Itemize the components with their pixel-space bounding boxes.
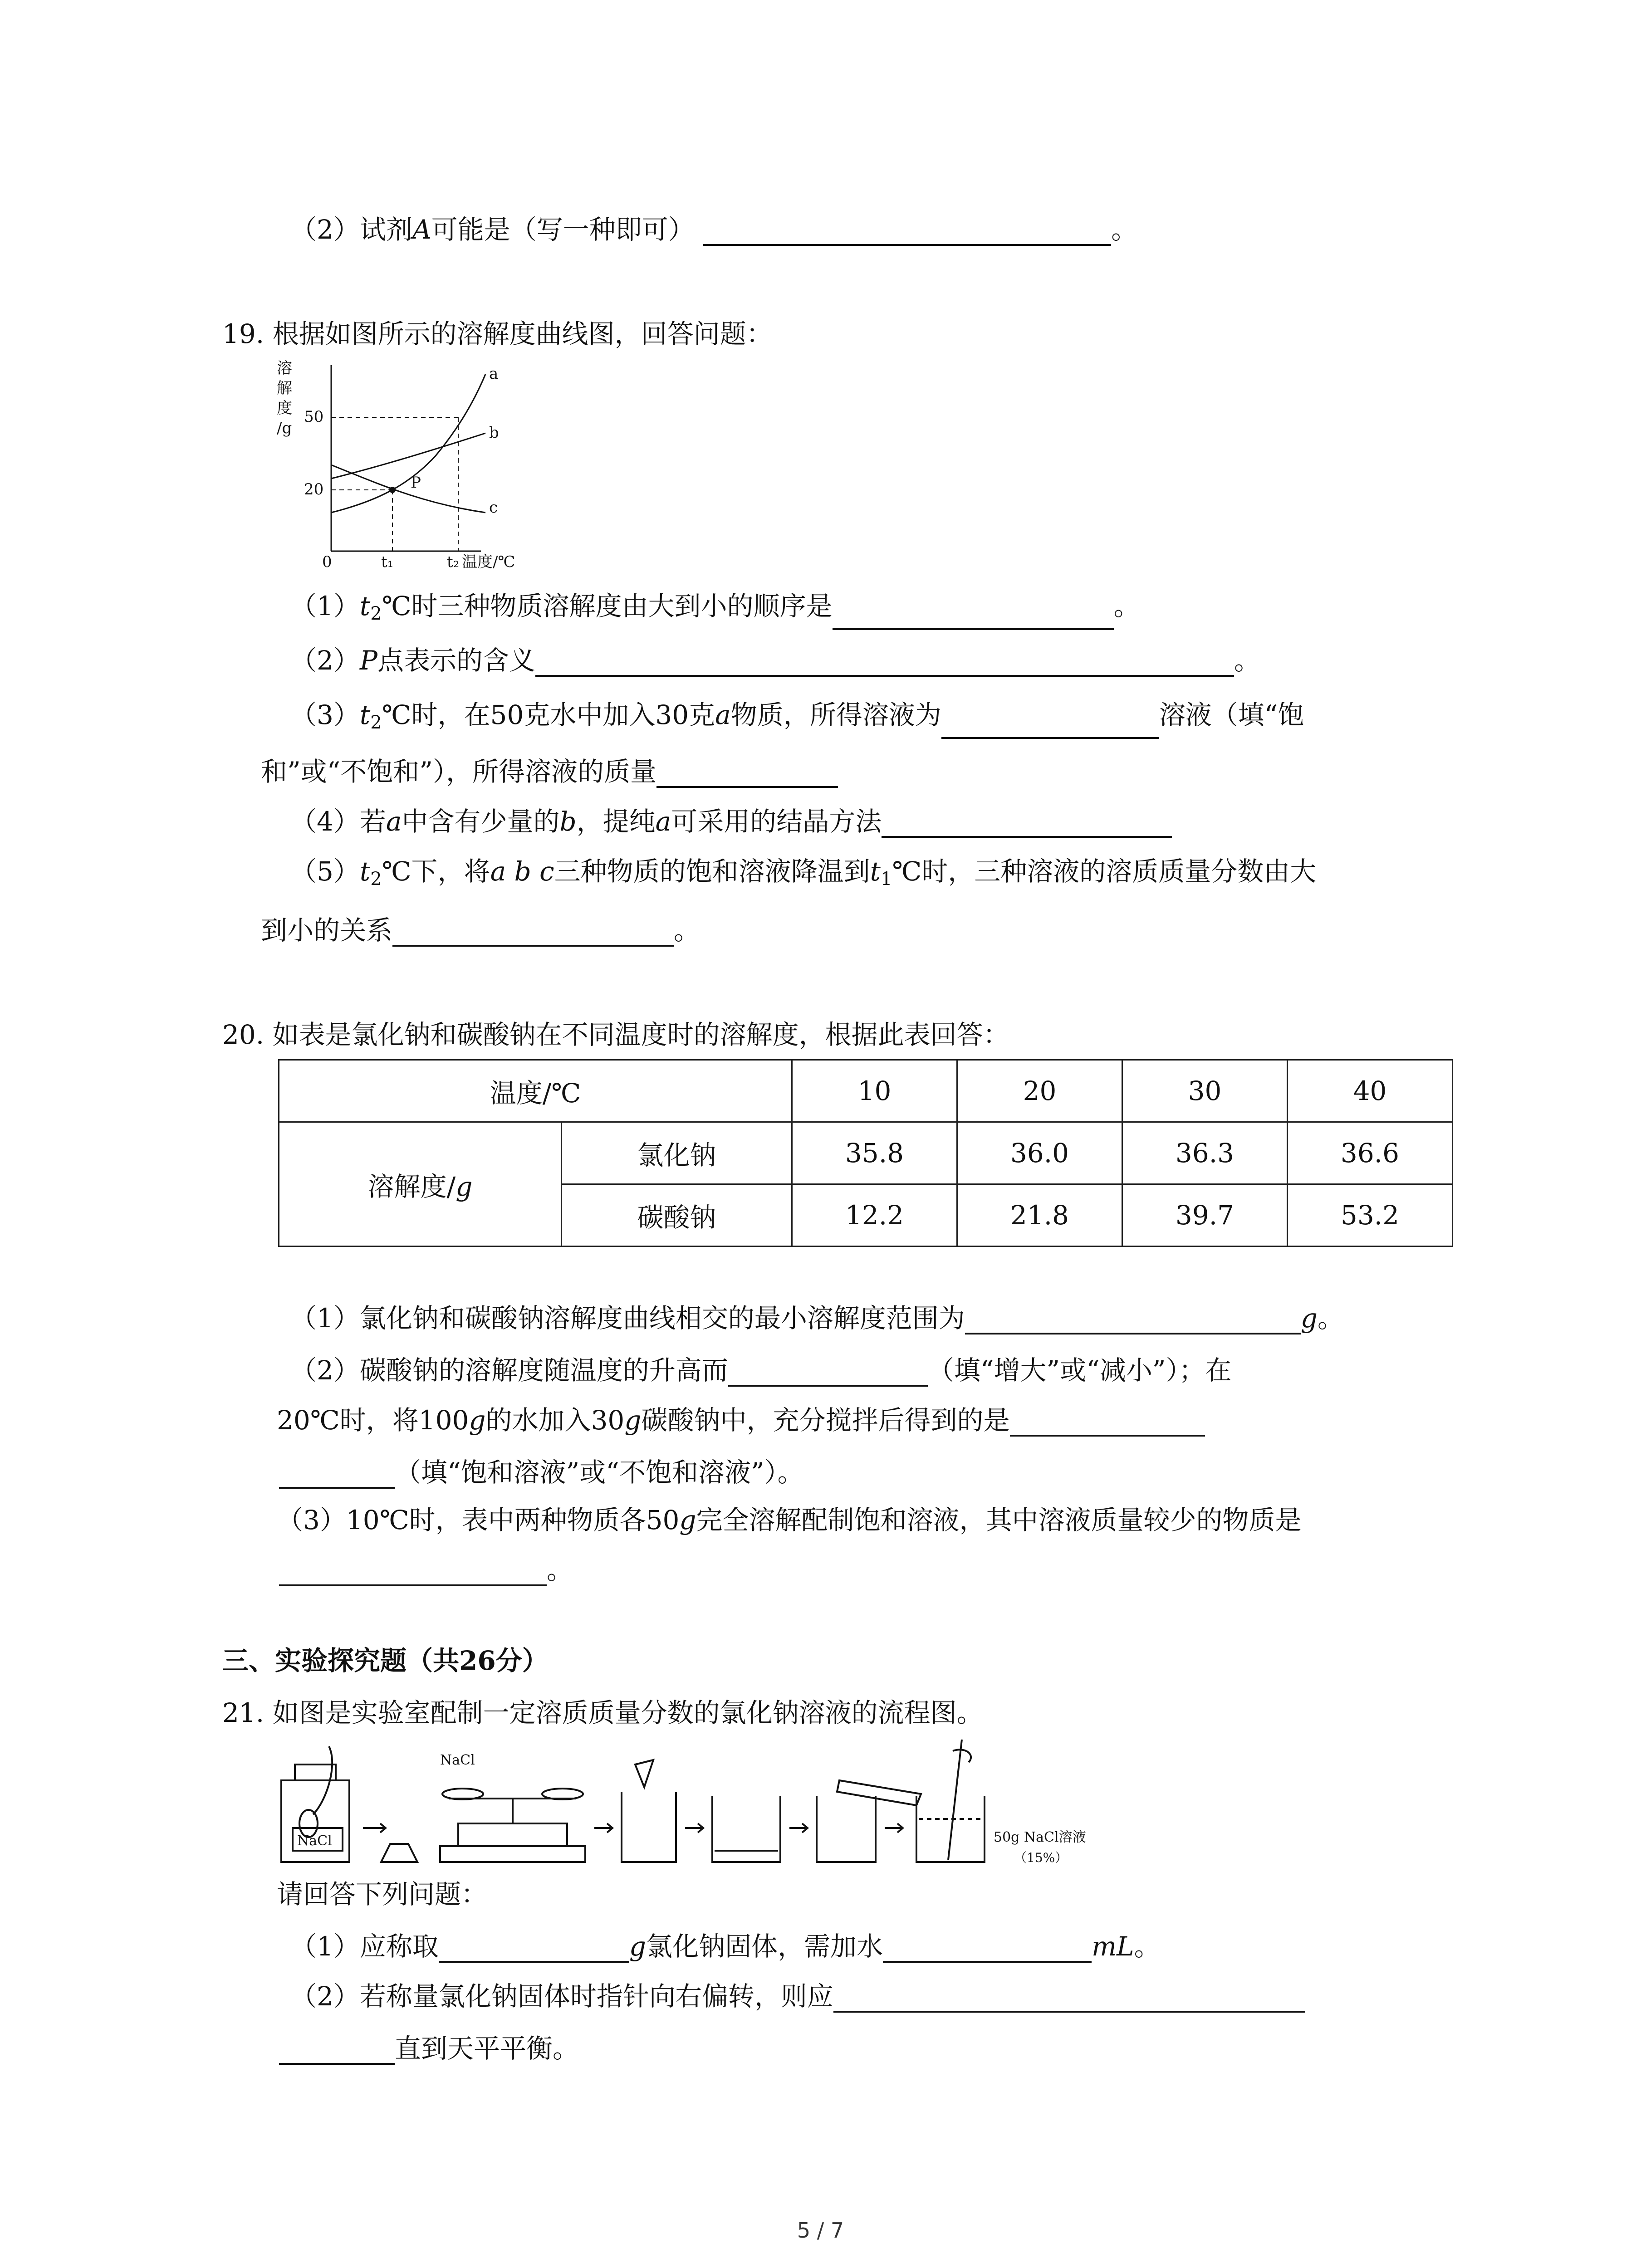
lab-procedure-figure [277,1737,1116,1873]
q20-p3-text2: 完全溶解配制饱和溶液，其中溶液质量较少的物质是 [696,1505,1302,1535]
q19-p1-num: （1） [290,591,360,621]
section-title: 三、实验探究题（共26分） [222,1645,549,1676]
answer-blank[interactable] [439,1936,629,1963]
a-var: a [655,806,671,837]
page-number: 5 / 7 [797,2218,844,2243]
q19-part5 [290,855,1316,895]
q21-p2-text: （2）若称量氯化钠固体时指针向右偏转，则应 [290,1981,833,2012]
q21-p2-line2-text: 直到天平平衡。 [395,2033,579,2064]
q20-part3-line2 [279,1554,573,1586]
answer-blank[interactable] [703,219,1111,246]
unit-g: g [629,1931,647,1962]
period: 。 [1234,645,1260,676]
answer-blank[interactable] [279,1559,547,1586]
q20-stem: 20. 如表是氯化钠和碳酸钠在不同温度时的溶解度，根据此表回答： [222,1019,1009,1050]
unit-g: g [469,1405,486,1436]
solubility-curve-graph [272,356,544,583]
beaker-1 [622,1792,676,1862]
a-var: a [386,806,402,837]
q18-part2 [290,213,1137,246]
t2-sub: 2 [370,869,382,890]
q19-p4-num: （4）若 [290,806,386,837]
q19-stem: 19. 根据如图所示的溶解度曲线图，回答问题： [222,318,773,349]
answer-blank[interactable] [392,919,674,947]
q20-part3 [277,1504,1302,1536]
q20-part2-line2 [277,1404,1205,1437]
t1-var: t [870,856,881,887]
y-tick-20: 20 [304,480,324,499]
p-var: P [359,645,377,676]
q21-p1-text: （1）应称取 [290,1931,439,1962]
q19-part4 [290,805,1172,838]
q21-stem: 21. 如图是实验室配制一定溶质质量分数的氯化钠溶液的流程图。 [222,1697,983,1728]
table-row [279,1060,1453,1122]
x-tick-t2: t₂ [447,553,460,571]
beaker-3 [817,1796,876,1862]
q19-part5-line2 [261,914,700,947]
q20-p2-line2-c: 碳酸钠中，充分搅拌后得到的是 [641,1405,1010,1436]
answer-blank[interactable] [882,811,1172,838]
abc-vars: a b c [490,856,554,887]
table-cell: 36.0 [957,1122,1122,1184]
q20-p1-text: （1）氯化钠和碳酸钠溶解度曲线相交的最小溶解度范围为 [290,1303,965,1334]
origin-label: 0 [322,553,332,571]
beaker-4 [916,1796,985,1862]
beaker-2 [712,1796,780,1862]
q19-p3-num: （3） [290,699,360,730]
solution-label: 50g NaCl溶液 [994,1829,1086,1845]
y-axis-label-4: /g [277,419,292,437]
stir-arrow [953,1750,971,1762]
table-cell: 21.8 [957,1184,1122,1246]
solubility-table [278,1059,1453,1247]
table-row [279,1122,1453,1184]
q20-part1 [290,1302,1344,1334]
glass-rod [948,1740,962,1860]
q19-p5-text2: 三种物质的饱和溶液降温到 [554,856,870,887]
y-tick-50: 50 [304,408,324,426]
q19-p3-line2-text: 和”或“不饱和”），所得溶液的质量 [261,756,656,787]
answer-blank[interactable] [1010,1409,1205,1437]
x-tick-t1: t₁ [381,553,394,571]
curve-label-b: b [489,424,499,442]
q19-p2-text: 点表示的含义 [377,645,535,676]
x-axis-label: 温度/℃ [462,553,515,571]
answer-blank[interactable] [941,712,1159,739]
q19-part3-line2 [261,755,838,788]
q19-p4-text: 中含有少量的 [402,806,560,837]
point-p-label: P [411,474,421,492]
period: 。 [1318,1303,1344,1334]
q19-p3-text: ℃时，在50克水中加入30克 [382,699,715,730]
q18-var-a: A [412,214,431,245]
percent-label: （15%） [1014,1850,1068,1865]
jar-label: NaCl [297,1833,332,1849]
q19-part1 [290,590,1140,630]
answer-blank[interactable] [833,603,1114,630]
answer-blank[interactable] [965,1307,1301,1334]
table-cell: 12.2 [792,1184,957,1246]
b-var: b [559,806,577,837]
q19-p5-line2-text: 到小的关系 [261,915,393,946]
table-cell: 40 [1288,1060,1453,1122]
solubility-label-text: 溶解度/ [367,1171,456,1202]
balance-body [458,1823,567,1846]
answer-blank[interactable] [535,650,1234,677]
q21-p1-text2: 氯化钠固体，需加水 [646,1931,883,1962]
answer-blank[interactable] [279,2038,395,2065]
q19-part2 [290,644,1260,677]
q20-part2 [290,1354,1232,1387]
q21-part1 [290,1930,1161,1963]
table-cell: 36.6 [1288,1122,1453,1184]
table-cell: 36.3 [1122,1122,1288,1184]
q20-p2-text2: （填“增大”或“减小”）；在 [927,1355,1232,1386]
unit-g: g [679,1505,696,1535]
q19-p2-num: （2） [290,645,360,676]
answer-blank[interactable] [656,761,838,788]
table-cell: 39.7 [1122,1184,1288,1246]
t2-var: t [359,699,371,730]
q20-p2-text: （2）碳酸钠的溶解度随温度的升高而 [290,1355,728,1386]
answer-blank[interactable] [833,1985,1305,2013]
q18-part2-text: （2）试剂 [290,214,412,245]
answer-blank[interactable] [279,1461,395,1489]
table-cell: 氯化钠 [562,1122,792,1184]
q19-p4-text2: ，提纯 [576,806,656,837]
q21-part2-line2 [279,2032,579,2065]
q19-p1-text: ℃时三种物质溶解度由大到小的顺序是 [382,591,833,621]
table-cell: 碳酸钠 [562,1184,792,1246]
t2-sub: 2 [370,603,382,624]
curve-b [331,433,485,479]
q21-ask: 请回答下列问题： [277,1879,488,1910]
y-axis-label-3: 度 [277,399,292,417]
q19-p5-text: ℃下，将 [382,856,490,887]
period: 。 [1113,591,1140,621]
point-p [389,487,396,493]
unit-ml: mL [1092,1931,1134,1962]
table-header-temp: 温度/℃ [279,1060,792,1122]
q19-p4-text3: 可采用的结晶方法 [671,806,882,837]
balance-base [440,1846,585,1862]
unit-g: g [624,1405,642,1436]
t2-sub: 2 [370,712,382,733]
t1-sub: 1 [880,869,892,890]
t2-var: t [359,591,371,621]
curve-a [331,374,485,513]
y-axis-label-2: 解 [277,379,292,397]
q19-part3 [290,699,1304,739]
q19-p3-text3: 溶液（填“饱 [1159,699,1304,730]
period: 。 [1134,1931,1161,1962]
q20-p2-line2-a: 20℃时，将100 [277,1405,469,1436]
q18-part2-text2: 可能是（写一种即可） [431,214,695,245]
q19-p5-num: （5） [290,856,360,887]
q21-part2 [290,1980,1305,2013]
measuring-cylinder [837,1780,921,1805]
table-cell: 30 [1122,1060,1288,1122]
answer-blank[interactable] [883,1936,1092,1963]
table-solubility-label [279,1122,562,1246]
period: 。 [1111,214,1138,245]
curve-label-a: a [489,365,499,383]
q19-p3-text2: 物质，所得溶液为 [730,699,941,730]
t2-var: t [359,856,371,887]
curve-label-c: c [489,499,498,517]
period: 。 [674,915,700,946]
period: 。 [547,1554,573,1585]
q20-p2-line3-text: （填“饱和溶液”或“不饱和溶液”）。 [395,1457,804,1488]
weight-block [381,1844,417,1862]
paper-funnel [635,1760,653,1787]
balance-label: NaCl [440,1752,475,1768]
table-cell: 53.2 [1288,1184,1453,1246]
table-cell: 10 [792,1060,957,1122]
unit-g: g [456,1171,473,1202]
q20-part2-line3 [279,1456,804,1489]
q20-p3-text: （3）10℃时，表中两种物质各50 [277,1505,680,1535]
y-axis-label-1: 溶 [277,359,292,377]
q19-p5-text3: ℃时，三种溶液的溶质质量分数由大 [892,856,1317,887]
answer-blank[interactable] [728,1359,928,1387]
table-cell: 35.8 [792,1122,957,1184]
unit-g: g [1300,1303,1318,1334]
a-var: a [715,699,731,730]
q20-p2-line2-b: 的水加入30 [485,1405,625,1436]
table-cell: 20 [957,1060,1122,1122]
